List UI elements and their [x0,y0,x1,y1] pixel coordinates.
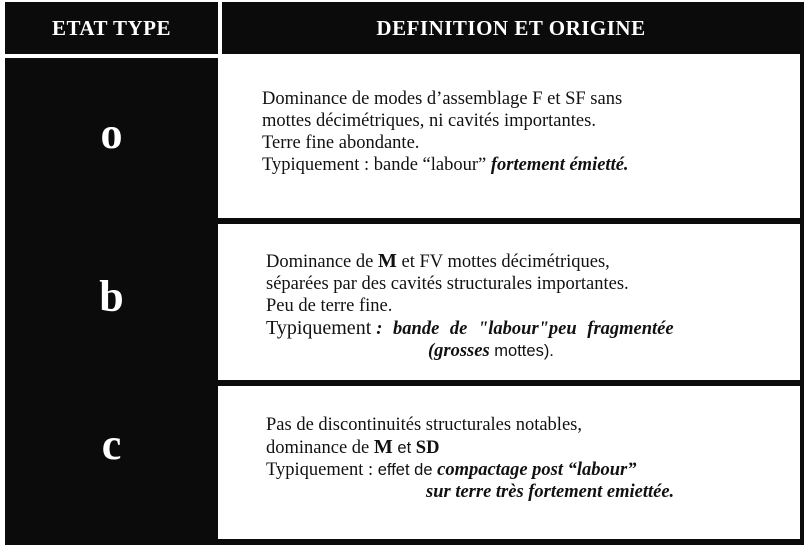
definition-c [266,414,674,503]
definition-text: mottes décimétriques, [447,252,610,272]
definition-line: Dominance de modes d’assemblage F et SF sans [262,89,623,109]
header-definition-origine: DEFINITION ET ORIGINE [376,16,646,40]
definition-text: et [397,439,412,457]
typically-line [262,154,629,176]
typically-emphasis: compactage post “labour” [437,460,637,480]
type-letter-o: o [100,109,123,158]
typically-plain: bande “labour” [373,155,487,175]
definition-text: et [401,252,415,272]
class-code-fv: FV [419,252,443,272]
typically-line [266,317,674,340]
definition-line: Peu de terre fine. [266,296,393,316]
row-separator [5,218,800,224]
typically-emphasis: : bande de "labour"peu fragmentée [376,319,674,339]
class-code-m: M [373,436,393,458]
definition-text: Dominance de [266,252,374,272]
class-code-m: M [378,250,397,272]
typically-continuation [266,340,674,362]
typically-emphasis: sur terre très fortement emiettée. [426,482,675,502]
definition-b [266,250,674,362]
definition-line: séparées par des cavités structurales importantes. [266,274,629,294]
definition-line: mottes décimétriques, ni cavités importantes. [262,111,596,131]
type-cell-b [5,223,218,380]
header-etat-type: ETAT TYPE [51,16,172,40]
typically-label: Typiquement [266,317,372,339]
definition-o [262,88,629,176]
definition-line [266,250,674,273]
typically-emphasis: (grosses [428,341,490,361]
header-cell-definition [222,2,800,54]
right-border [800,2,804,545]
type-letter-c: c [101,420,122,469]
typically-plain: effet de [377,461,433,479]
type-letter-b: b [99,272,124,321]
bottom-border [5,539,800,545]
class-code-sd: SD [415,438,440,458]
type-cell-c [5,385,218,545]
row-separator [5,380,800,386]
typically-emphasis: fortement émietté. [490,155,629,175]
definition-line: Pas de discontinuités structurales notables, [266,415,582,435]
definition-line: Terre fine abondante. [262,133,420,153]
definition-line [266,436,674,459]
typically-plain: mottes). [494,342,554,360]
typically-label: Typiquement : [266,460,374,480]
typically-label: Typiquement : [262,155,370,175]
type-cell-o [5,58,218,219]
typically-continuation [266,481,674,503]
header-cell-etat-type [5,2,218,54]
typically-line [266,459,674,481]
definition-text: dominance de [266,438,370,458]
